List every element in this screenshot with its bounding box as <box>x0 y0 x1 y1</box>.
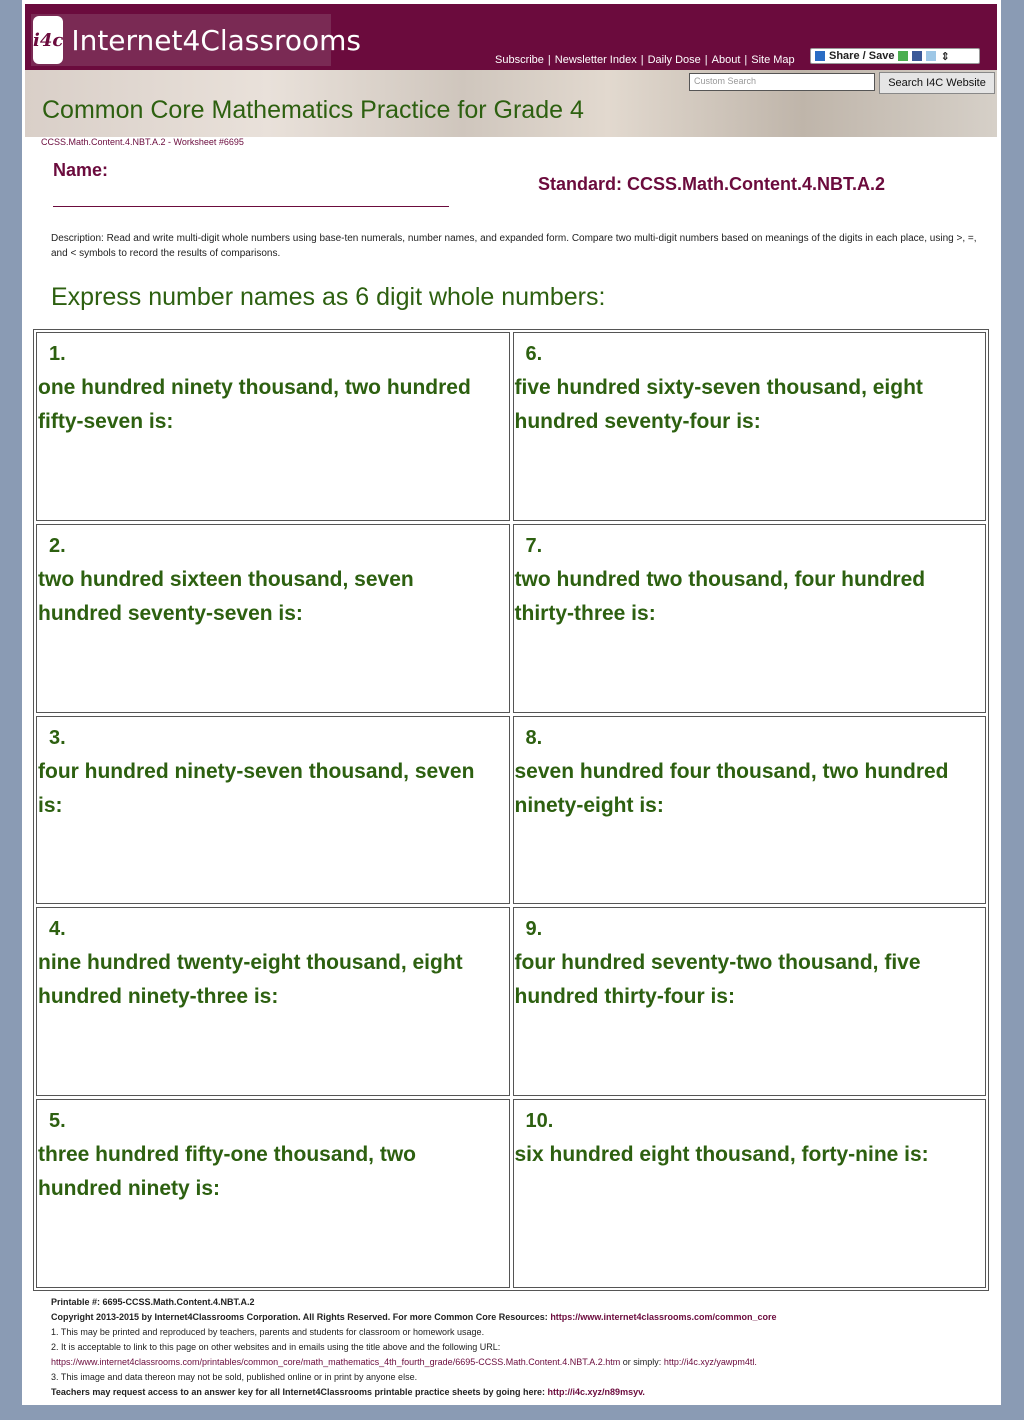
short-url-link[interactable]: http://i4c.xyz/yawpm4tl. <box>663 1357 757 1367</box>
question-number: 8. <box>525 726 543 749</box>
question-number: 6. <box>525 343 543 365</box>
answer-key-line <box>51 1385 991 1400</box>
email-share-icon[interactable] <box>898 51 908 61</box>
question-cell <box>36 1099 510 1288</box>
page <box>22 0 1001 1405</box>
instruction: Express number names as 6 digit whole numbers: <box>51 283 606 311</box>
question-cell <box>513 907 987 1096</box>
description: Description: Read and write multi-digit whole numbers using base-ten numerals, number names, and expanded form. Compare two multi-digit numbers based on meanings of the digits in each place, using >, =, and < symbols to record the results of comparisons. <box>51 233 977 259</box>
question-cell <box>513 524 987 713</box>
site-logo[interactable] <box>31 14 362 66</box>
chevron-updown-icon: ⇕ <box>940 50 950 63</box>
question-number: 5. <box>49 1110 66 1133</box>
footer-line-1: 1. This may be printed and reproduced by teachers, parents and students for classroom or homework usage. <box>51 1327 485 1337</box>
question-text: three hundred fifty-one thousand, two hundred ninety is: <box>38 1143 416 1201</box>
question-cell <box>513 716 987 905</box>
search-input[interactable] <box>689 73 875 91</box>
top-nav: Subscribe | Newsletter Index | Daily Dose | About | Site Map <box>495 54 795 66</box>
top-bar <box>25 4 997 70</box>
question-number: 10. <box>525 1110 554 1133</box>
question-text: two hundred sixteen thousand, seven hundred seventy-seven is: <box>38 567 414 625</box>
share-save-button[interactable] <box>810 48 980 64</box>
logo-badge-icon: i4c <box>33 16 63 64</box>
search-placeholder: Custom Search <box>694 76 757 86</box>
question-cell <box>36 524 510 713</box>
question-cell <box>513 1099 987 1288</box>
question-cell <box>36 332 510 521</box>
question-text: five hundred sixty-seven thousand, eight hundred seventy-four is: <box>514 376 923 433</box>
question-text: two hundred two thousand, four hundred thirty-three is: <box>514 567 926 625</box>
question-cell <box>513 332 987 521</box>
footer-url-line <box>51 1355 991 1370</box>
question-number: 7. <box>525 534 543 557</box>
twitter-share-icon[interactable] <box>926 51 936 61</box>
nav-subscribe[interactable]: Subscribe <box>495 54 544 66</box>
nav-site-map[interactable]: Site Map <box>751 54 795 66</box>
answer-key-link[interactable]: http://i4c.xyz/n89msyv. <box>547 1387 645 1397</box>
facebook-share-icon[interactable] <box>912 51 922 61</box>
copyright-text: Copyright 2013-2015 by Internet4Classrooms Corporation. All Rights Reserved. For more Common Core Resources: <box>51 1312 548 1322</box>
footer <box>51 1295 991 1400</box>
question-number: 4. <box>49 918 66 941</box>
footer-line-2: 2. It is acceptable to link to this page on other websites and in emails using the title above and the following URL: <box>51 1342 501 1352</box>
question-text: six hundred eight thousand, forty-nine is: <box>514 1143 929 1167</box>
standard-label: Standard: CCSS.Math.Content.4.NBT.A.2 <box>538 174 886 194</box>
question-number: 2. <box>49 534 66 557</box>
question-text: one hundred ninety thousand, two hundred fifty-seven is: <box>38 376 471 433</box>
question-number: 1. <box>49 343 66 365</box>
name-label: Name: <box>53 160 109 180</box>
question-text: four hundred ninety-seven thousand, seven is: <box>38 759 475 817</box>
question-text: four hundred seventy-two thousand, five hundred thirty-four is: <box>514 951 921 1009</box>
search-button[interactable]: Search I4C Website <box>879 72 995 94</box>
printable-number: Printable #: 6695-CCSS.Math.Content.4.NBT.A.2 <box>51 1297 255 1307</box>
question-text: nine hundred twenty-eight thousand, eight hundred ninety-three is: <box>38 951 463 1009</box>
page-title: Common Core Mathematics Practice for Grade 4 <box>42 96 584 124</box>
common-core-link[interactable]: https://www.internet4classrooms.com/common_core <box>550 1312 777 1322</box>
nav-newsletter-index[interactable]: Newsletter Index <box>554 54 637 66</box>
url-or-text: or simply: <box>622 1357 662 1367</box>
question-number: 9. <box>525 918 543 941</box>
share-label: Share / Save <box>829 50 895 62</box>
question-cell <box>36 716 510 905</box>
footer-line-3: 3. This image and data thereon may not be sold, published online or in print by anyone else. <box>51 1372 418 1382</box>
nav-about[interactable]: About <box>711 54 741 66</box>
logo-text: Internet4Classrooms <box>71 23 362 57</box>
answer-key-text: Teachers may request access to an answer key for all Internet4Classrooms printable practice sheets by going here: <box>51 1387 546 1397</box>
copyright-line <box>51 1310 991 1325</box>
name-line <box>53 206 449 207</box>
worksheet-reference: CCSS.Math.Content.4.NBT.A.2 - Worksheet #6695 <box>41 137 244 147</box>
question-text: seven hundred four thousand, two hundred ninety-eight is: <box>514 759 949 817</box>
full-url-link[interactable]: https://www.internet4classrooms.com/printables/common_core/math_mathematics_4th_fourth_grade/6695-CCSS.Math.Content.4.NBT.A.2.htm <box>51 1357 621 1367</box>
question-grid <box>33 329 989 1291</box>
share-plus-icon <box>815 51 825 61</box>
nav-daily-dose[interactable]: Daily Dose <box>647 54 701 66</box>
question-number: 3. <box>49 726 66 749</box>
question-cell <box>36 907 510 1096</box>
